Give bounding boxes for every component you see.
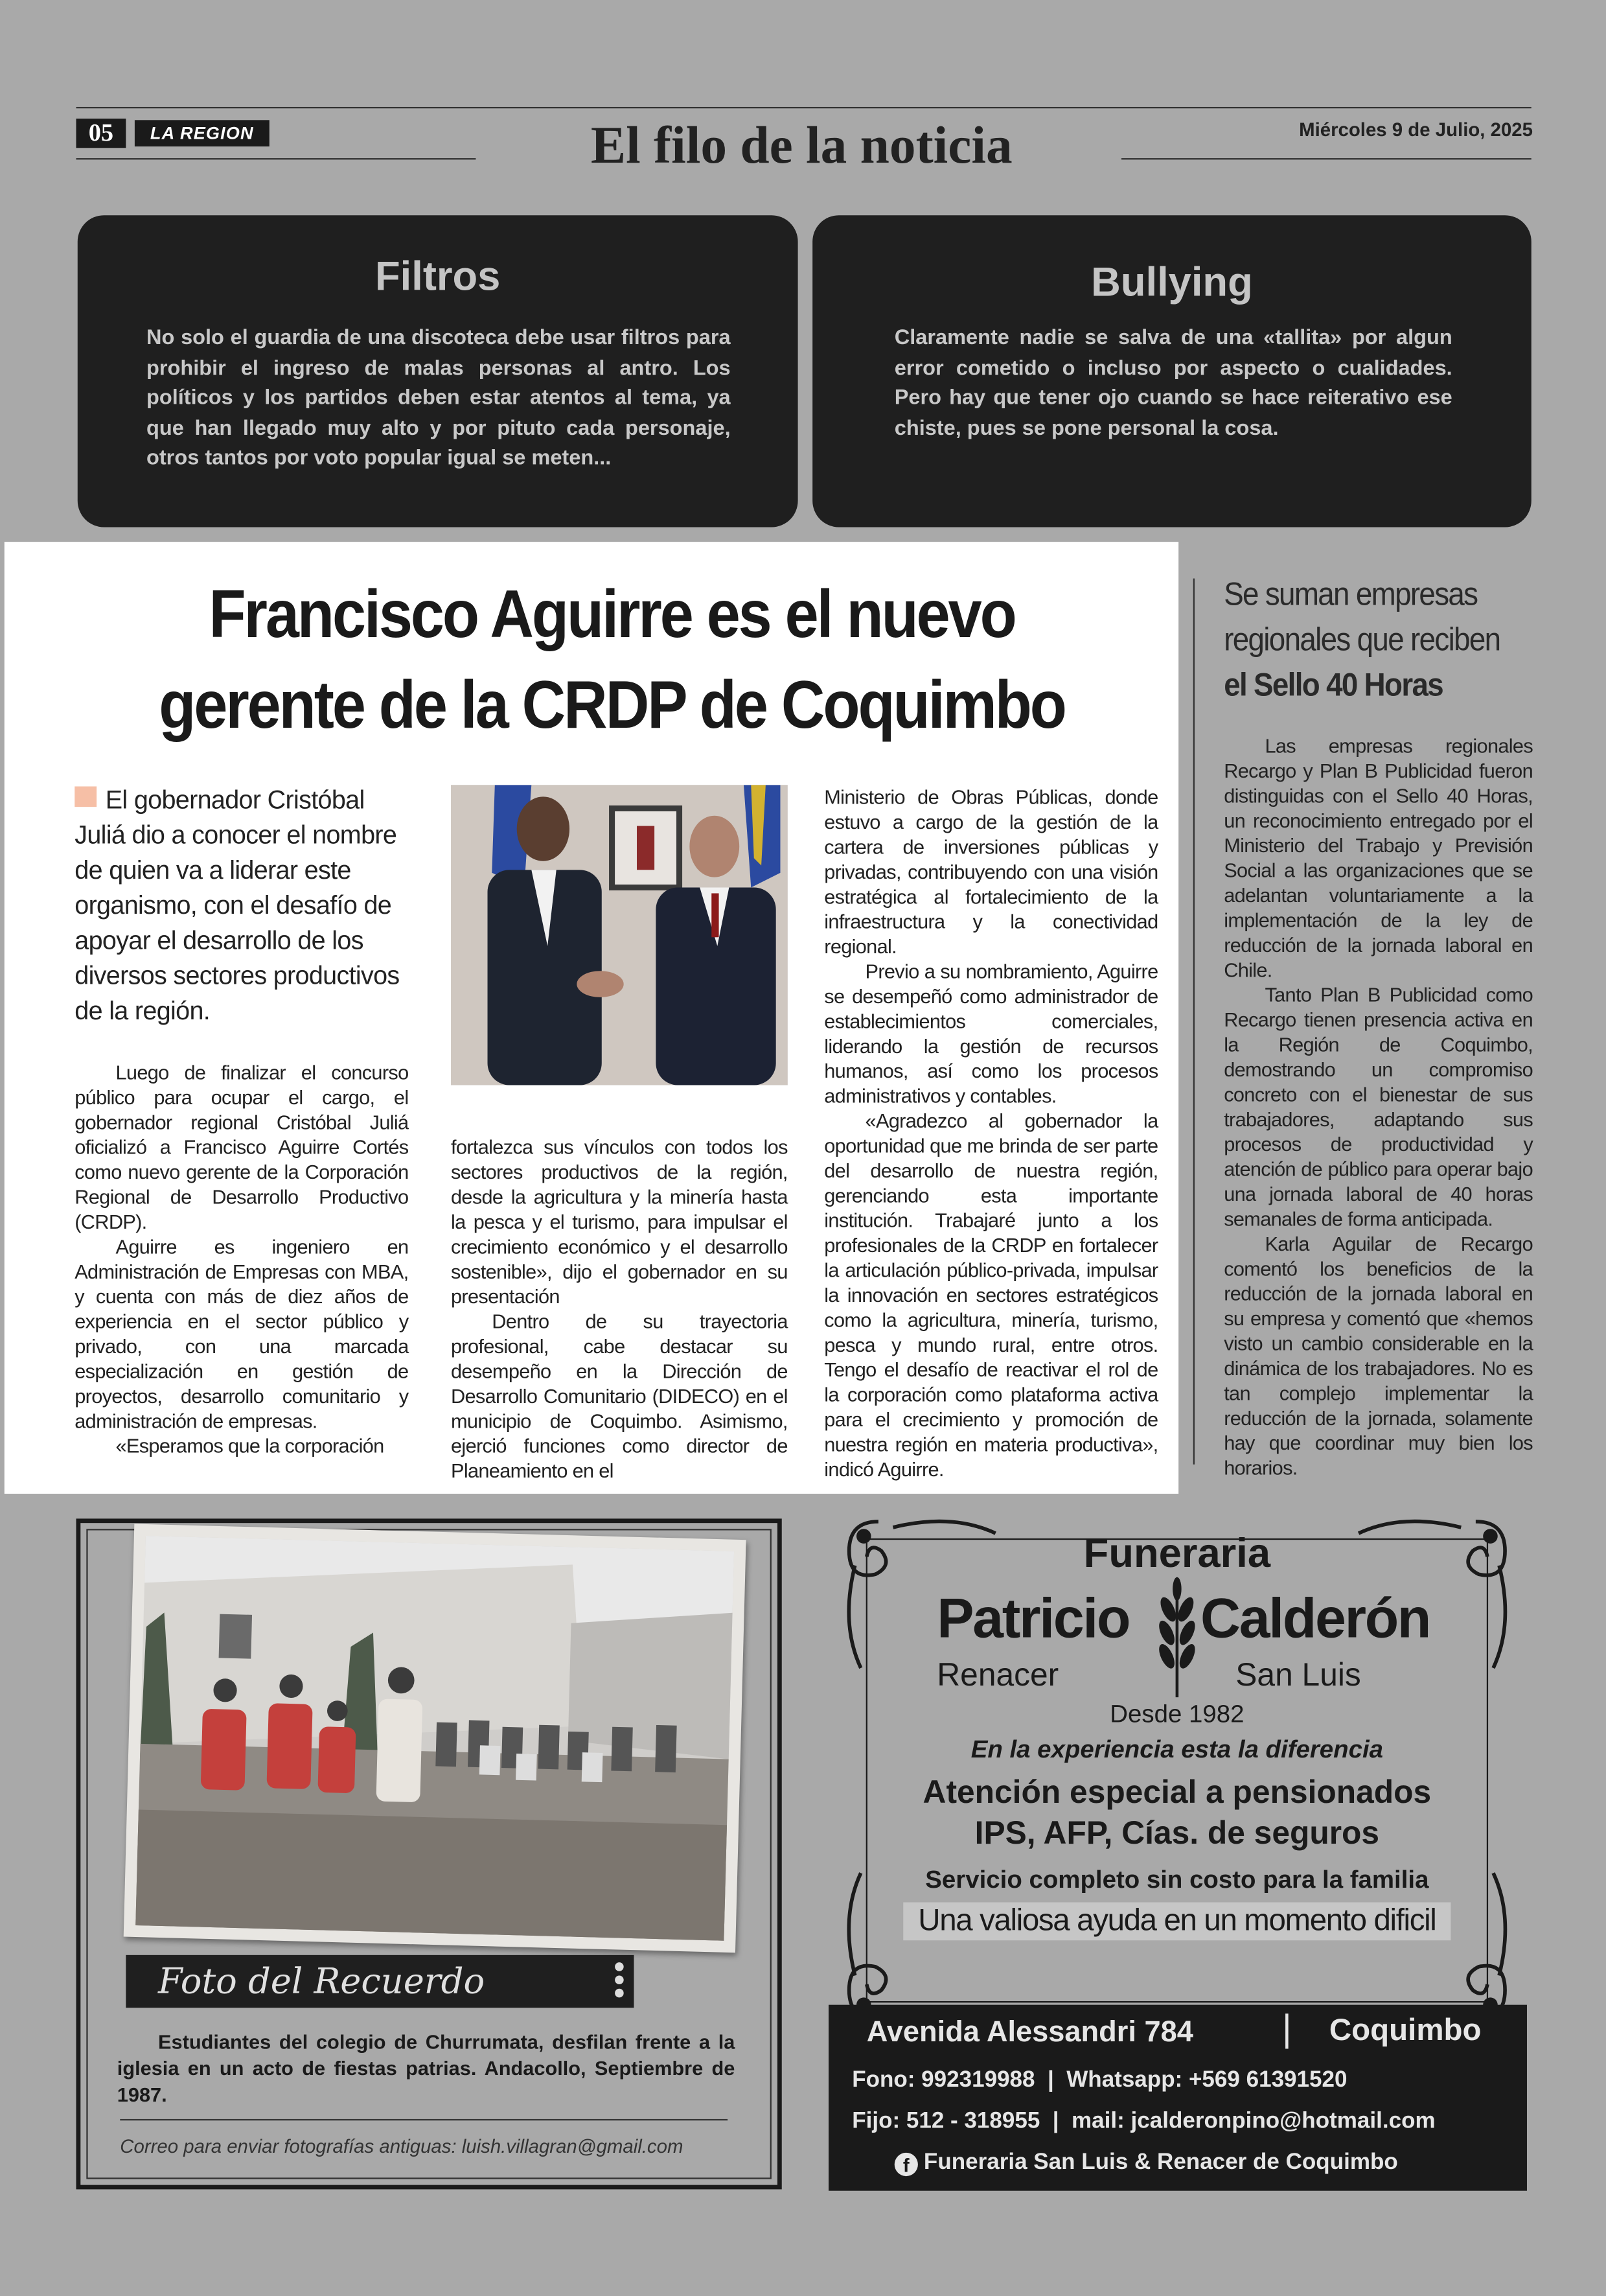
sidebar-paragraph: Tanto Plan B Publicidad como Recargo tienen presencia activa en la Región de Coquimbo, demostrando un compromiso concreto con el bienestar de sus trabajadores, adaptando sus procesos de productividad y atención de público para operar bajo una jornada laboral de 40 horas semanales de forma anticipada. xyxy=(1224,984,1533,1231)
section-title: El filo de la noticia xyxy=(590,115,1013,174)
issue-date: Miércoles 9 de Julio, 2025 xyxy=(1299,119,1533,141)
ad-help xyxy=(823,1902,1531,1940)
main-article xyxy=(5,542,1178,1494)
ad-sub-right: San Luis xyxy=(1235,1656,1361,1693)
old-photo xyxy=(124,1524,746,1953)
ad-contact-block xyxy=(829,2005,1527,2191)
ad-name-right: Calderón xyxy=(1200,1588,1430,1651)
ad-facebook-text: Funeraria San Luis & Renacer de Coquimbo xyxy=(923,2150,1398,2175)
article-photo xyxy=(451,785,788,1085)
lead-text: El gobernador Cristóbal Juliá dio a conocer el nombre de quien va a liderar este organismo, con el desafío de apoyar el desarrollo de los diversos sectores productivos de la región. xyxy=(75,785,400,1025)
box-text: Claramente nadie se salva de una «tallita» por algun error cometido o incluso por aspecto o cualidades. Pero hay que tener ojo cuando se hace reiterativo ese chiste, pues se pone personal la cosa. xyxy=(894,326,1452,441)
caption-divider xyxy=(120,2119,728,2120)
ad-divider xyxy=(1285,2013,1289,2048)
ad-attention-1: Atención especial a pensionados xyxy=(923,1773,1432,1811)
article-paragraph: «Esperamos que la corporación xyxy=(115,1435,384,1457)
sidebar-headline xyxy=(1224,571,1513,707)
ad-funeraria-word: Funeraria xyxy=(1083,1530,1271,1576)
ad-help-text: Una valiosa ayuda en un momento dificil xyxy=(904,1902,1451,1940)
headline-line-2: gerente de la CRDP de Coquimbo xyxy=(159,666,1065,743)
photo-email-note: Correo para enviar fotografías antiguas: luish.villagran@gmail.com xyxy=(120,2135,683,2157)
header-rule-right xyxy=(1121,158,1531,159)
sidebar-rule xyxy=(1193,579,1195,1465)
ad-sub-left: Renacer xyxy=(937,1656,1059,1693)
article-paragraph: Luego de finalizar el concurso público para ocupar el cargo, el gobernador regional Cristóbal Juliá oficializó a Francisco Aguirre Cortés como nuevo gerente de la Corporación Regional de Desarrollo Productivo (CRDP). xyxy=(75,1061,409,1233)
sidebar-headline-line: Se suman empresas xyxy=(1224,575,1478,612)
sidebar-headline-line: el Sello 40 Horas xyxy=(1224,666,1443,703)
headline xyxy=(91,568,1132,750)
ad-attention-2: IPS, AFP, Cías. de seguros xyxy=(974,1814,1380,1851)
article-column-3 xyxy=(824,785,1158,1482)
article-paragraph: fortalezca sus vínculos con todos los sectores productivos de la región, desde la agricultura y la minería hasta la pesca y el turismo, para impulsar el crecimiento económico y el desarrollo sostenible», dijo el gobernador en su presentación xyxy=(451,1136,788,1308)
opinion-box-filtros xyxy=(78,215,798,527)
ad-slogan: En la experiencia esta la diferencia xyxy=(970,1735,1384,1763)
article-paragraph: Dentro de su trayectoria profesional, cabe destacar su desempeño en la Dirección de Desarrollo Comunitario (DIDECO) en el municipio de Coquimbo. Asimismo, ejerció funciones como director de Planeamiento en el xyxy=(451,1310,788,1482)
ad-phones: Fono: 992319988 | Whatsapp: +569 61391520 xyxy=(852,2067,1348,2093)
ad-address: Avenida Alessandri 784 xyxy=(866,2016,1193,2049)
page-number: 05 xyxy=(76,119,126,148)
ad-facebook xyxy=(895,2150,1398,2176)
ornamental-frame xyxy=(834,1507,1520,2034)
brand-label: LA REGION xyxy=(135,120,270,146)
lead-paragraph xyxy=(75,782,404,1028)
box-title: Filtros xyxy=(375,253,501,299)
ad-fixed-mail: Fijo: 512 - 318955 | mail: jcalderonpino@hotmail.com xyxy=(852,2109,1436,2134)
photo-memory-label: Foto del Recuerdo xyxy=(126,1955,634,2008)
article-paragraph: Aguirre es ingeniero en Administración de Empresas con MBA, y cuenta con más de diez años de experiencia en el sector público y privado, con una marcada especialización en gestión de proyectos, desarrollo comunitario y administración de empresas. xyxy=(75,1236,409,1433)
sidebar-body xyxy=(1224,734,1533,1480)
article-column-2 xyxy=(451,1135,788,1483)
funeral-home-ad xyxy=(823,1501,1531,2196)
header-rule-left xyxy=(76,158,476,159)
headline-line-1: Francisco Aguirre es el nuevo xyxy=(209,575,1015,652)
photo-caption: Estudiantes del colegio de Churrumata, desfilan frente a la iglesia en un acto de fiestas patrias. Andacollo, Septiembre de 1987. xyxy=(117,2031,735,2106)
wheat-icon xyxy=(1156,1577,1198,1697)
facebook-icon: f xyxy=(895,2153,918,2176)
box-title: Bullying xyxy=(1091,259,1253,305)
lead-marker xyxy=(75,787,97,807)
ad-city: Coquimbo xyxy=(1329,2013,1482,2048)
opinion-box-bullying xyxy=(812,215,1531,527)
sidebar-headline-line: regionales que reciben xyxy=(1224,621,1500,658)
article-paragraph: «Agradezco al gobernador la oportunidad que me brinda de ser parte del desarrollo de nuestra región, gerenciando esta importante institución. Trabajaré junto a los profesionales de la CRDP en fortalecer la articulación público-privada, impulsar la innovación en sectores estratégicos como la agricultura, minería, turismo, pesca y mundo rural, entre otros. Tengo el desafío de reactivar el rol de la corporación como plataforma activa para el crecimiento y promoción de nuestra región en materia productiva», indicó Aguirre. xyxy=(824,1109,1158,1481)
ad-since: Desde 1982 xyxy=(1110,1700,1245,1728)
sidebar-paragraph: Karla Aguilar de Recargo comentó los beneficios de la reducción de la jornada laboral en su empresa y comentó que «hemos visto un cambio considerable en la dinámica de los trabajadores. No es tan complejo implementar la reducción de la jornada, solamente hay que coordinar muy bien los horarios. xyxy=(1224,1233,1533,1479)
ad-service: Servicio completo sin costo para la familia xyxy=(925,1865,1429,1894)
header-rule-top xyxy=(76,107,1531,108)
ad-name-left: Patricio xyxy=(937,1588,1130,1651)
sidebar-paragraph: Las empresas regionales Recargo y Plan B Publicidad fueron distinguidas con el Sello 40 Horas, un reconocimiento entregado por el Ministerio del Trabajo y Previsión Social a las organizaciones que se adelantan voluntariamente a la implementación de la ley de reducción de la jornada laboral en Chile. xyxy=(1224,735,1533,982)
article-paragraph: Ministerio de Obras Públicas, donde estuvo a cargo de la gestión de la cartera de inversiones públicas y privadas, contribuyendo con una visión estratégica al fortalecimiento de la infraestructura y la conectividad regional. xyxy=(824,786,1158,958)
article-paragraph: Previo a su nombramiento, Aguirre se desempeñó como administrador de establecimientos comerciales, liderando la gestión de recursos humanos, así como los procesos administrativos y contables. xyxy=(824,960,1158,1107)
label-dots xyxy=(615,1962,626,2003)
box-text: No solo el guardia de una discoteca debe usar filtros para prohibir el ingreso de malas personas al antro. Los políticos y los partidos deben estar atentos al tema, ya que han llegado muy alto y por pituto cada personaje, otros tantos por voto popular igual se meten... xyxy=(146,326,731,470)
article-column-1 xyxy=(75,1060,408,1459)
